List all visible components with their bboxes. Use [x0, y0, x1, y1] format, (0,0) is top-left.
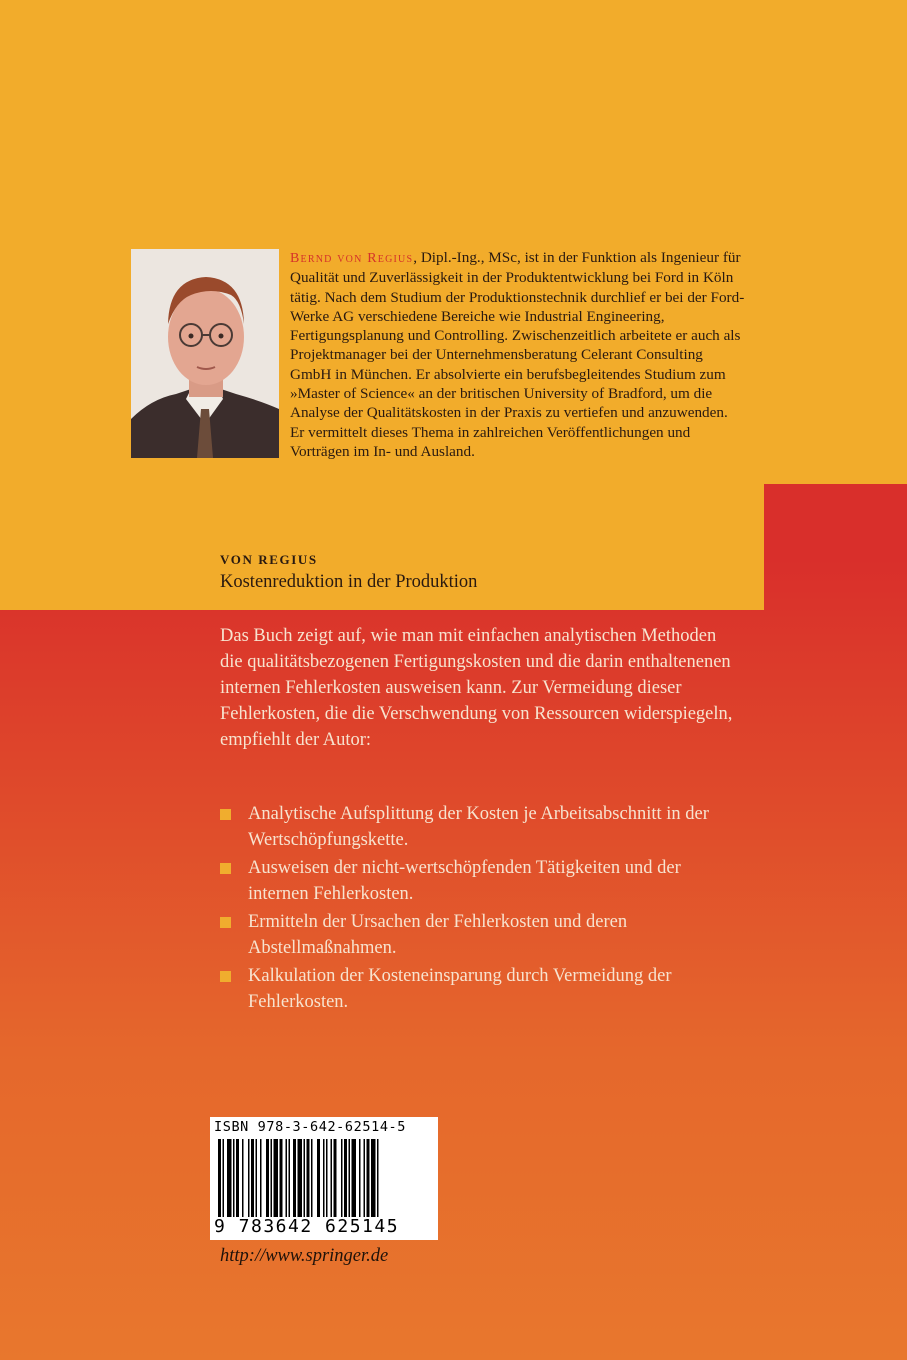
barcode-bar [304, 1139, 306, 1217]
barcode-bar [233, 1139, 235, 1217]
barcode-bar [260, 1139, 262, 1217]
barcode-bar [311, 1139, 313, 1217]
barcode-bar [271, 1139, 273, 1217]
barcode-bar [280, 1139, 283, 1217]
barcode-bar [266, 1139, 269, 1217]
list-item [220, 855, 740, 907]
barcode-bar [349, 1139, 351, 1217]
recommendation-list [220, 801, 740, 1017]
list-item-text: Kalkulation der Kosteneinsparung durch Vermeidung der Fehlerkosten. [248, 965, 672, 1013]
barcode-bar [307, 1139, 310, 1217]
description-intro: Das Buch zeigt auf, wie man mit einfachen analytischen Methoden die qualitätsbezogenen Fertigungskosten und die darin enthaltenenen internen Fehlerkosten ausweisen kann. Zur Vermeidung dieser Fehlerkosten, die die Verschwendung von Ressourcen widerspiegeln, empfiehlt der Autor: [220, 626, 733, 751]
barcode-bar [317, 1139, 320, 1217]
barcode-bar [274, 1139, 279, 1217]
list-item [220, 801, 740, 853]
barcode-bars [218, 1139, 430, 1217]
publisher-url: http://www.springer.de [220, 1246, 389, 1266]
barcode-bar [236, 1139, 239, 1217]
barcode-bar [223, 1139, 225, 1217]
barcode-bar [341, 1139, 343, 1217]
bullet-square-icon [220, 917, 231, 928]
barcode-bar [289, 1139, 291, 1217]
bullet-square-icon [220, 863, 231, 874]
barcode-bar [227, 1139, 232, 1217]
list-item [220, 963, 740, 1015]
book-title: Kostenreduktion in der Produktion [220, 572, 478, 592]
barcode-bar [334, 1139, 337, 1217]
barcode-bar [352, 1139, 357, 1217]
barcode-bar [323, 1139, 325, 1217]
barcode-bar [286, 1139, 288, 1217]
author-photo [131, 249, 279, 458]
barcode-bar [298, 1139, 303, 1217]
barcode-bar [256, 1139, 258, 1217]
list-item-text: Ausweisen der nicht-wertschöpfenden Tätigkeiten und der internen Fehlerkosten. [248, 857, 681, 905]
barcode-bar [377, 1139, 379, 1217]
author-bio [290, 248, 745, 461]
barcode-bar [331, 1139, 333, 1217]
barcode-bar [326, 1139, 328, 1217]
author-name: Bernd von Regius [290, 251, 414, 266]
barcode-bar [364, 1139, 366, 1217]
barcode-bar [248, 1139, 250, 1217]
barcode-bar [367, 1139, 370, 1217]
barcode-bar [218, 1139, 221, 1217]
barcode-number: 9 783642 625145 [214, 1216, 400, 1237]
list-item-text: Ermitteln der Ursachen der Fehlerkosten und deren Abstellmaßnahmen. [248, 911, 628, 959]
barcode-bar [344, 1139, 347, 1217]
list-item [220, 909, 740, 961]
barcode-bar [251, 1139, 254, 1217]
isbn-label: ISBN 978-3-642-62514-5 [214, 1119, 407, 1135]
barcode-bar [359, 1139, 361, 1217]
isbn-barcode [210, 1117, 438, 1240]
bullet-square-icon [220, 809, 231, 820]
top-right-panel [764, 0, 907, 484]
list-item-text: Analytische Aufsplittung der Kosten je Arbeitsabschnitt in der Wertschöpfungskette. [248, 804, 709, 851]
barcode-bar [293, 1139, 296, 1217]
book-author: VON REGIUS [220, 552, 318, 567]
bullet-square-icon [220, 971, 231, 982]
barcode-bar [371, 1139, 376, 1217]
author-bio-text: , Dipl.-Ing., MSc, ist in der Funktion als Ingenieur für Qualität und Zuverlässigkeit in der Produktentwicklung bei Ford in Köln tätig. Nach dem Studium der Produktionstechnik durchlief er bei der Ford-Werke AG verschiedene Bereiche wie Industrial Engineering, Fertigungsplanung und Controlling. Zwischenzeitlich arbeitete er auch als Projektmanager bei der Unternehmensberatung Celerant Consulting GmbH in München. Er absolvierte ein berufsbegleitendes Studium zum »Master of Science« an der britischen University of Bradford, um die Analyse der Qualitätskosten in der Praxis zu vertiefen und anzuwenden. Er vermittelt dieses Thema in zahlreichen Veröffentlichungen und Vorträgen im In- und Ausland. [290, 249, 745, 460]
barcode-bar [242, 1139, 244, 1217]
